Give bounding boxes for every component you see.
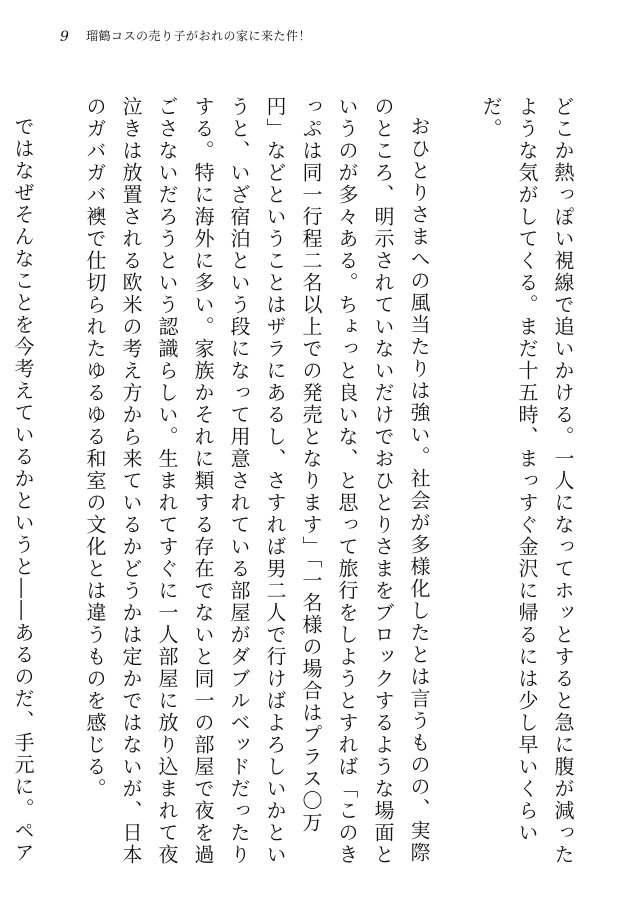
running-header: 瑠鶴コスの売り子がおれの家に来た件！ — [86, 29, 312, 43]
paragraph-2: おひとりさまへの風当たりは強い。社会が多様化したとは言うものの、実際のところ、明示されていないだけでおひとりさまをブロックするような場面というのが多々ある。ちょっと良いな、と思って旅行をしようとすれば「このきっぷは同一行程二名以上での発売となります」「一名様の場合はプラス〇万円」などということはザラにあるし、さすれば男二人で行けばよろしいかというと、いざ宿泊という段になって用意されている部屋がダブルベッドだったりする。特に海外に多い。家族かそれに類する存在でないと同一の部屋で夜を過ごさないだろうという認識らしい。生まれてすぐに一人部屋に放り込まれて夜泣きは放置される欧米の考え方から来ているかどうかは定かではないが、日本のガバガバ襖で仕切られたゆるゆる和室の文化とは違うものを感じる。 — [83, 96, 431, 866]
page-number: 9 — [60, 29, 69, 45]
body-text — [11, 96, 581, 866]
paragraph-3: ではなぜそんなことを今考えているかというと――あるのだ、手元に。ペア — [11, 116, 35, 864]
paragraph-1: どこか熱っぽい視線で追いかける。一人になってホッとすると急に腹が減ったような気がしてくる。まだ十五時、まっすぐ金沢に帰るには少し早いくらいだ。 — [479, 96, 575, 866]
